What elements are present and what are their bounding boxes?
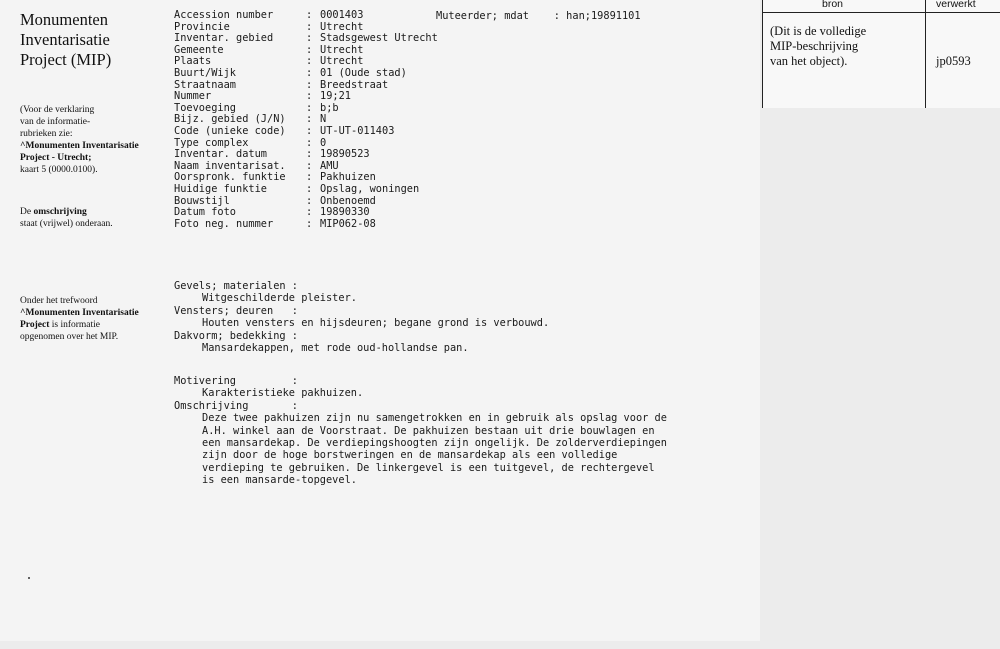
explanation-note xyxy=(20,104,170,176)
field-value: Pakhuizen xyxy=(320,171,376,184)
field-row xyxy=(174,149,754,161)
note-reference: ^Monumenten Inventarisatie xyxy=(20,141,139,151)
note-reference: Project xyxy=(20,320,50,330)
field-row xyxy=(174,91,754,103)
source-table xyxy=(762,0,1000,108)
field-label: Gemeente xyxy=(174,43,224,56)
field-label: Inventar. datum xyxy=(174,148,267,161)
speck xyxy=(28,577,30,579)
field-value: Opslag, woningen xyxy=(320,182,420,195)
field-separator: : xyxy=(306,182,313,195)
field-value: AMU xyxy=(320,159,339,172)
field-separator: : xyxy=(306,159,313,172)
field-value: 0 xyxy=(320,136,327,149)
section-heading: Motivering : xyxy=(174,375,298,387)
note-line: De xyxy=(20,207,34,217)
muteerder-field: Muteerder; mdat : han;19891101 xyxy=(436,10,641,22)
field-value: Onbenoemd xyxy=(320,194,376,207)
field-separator: : xyxy=(306,217,313,230)
field-value: N xyxy=(320,113,327,126)
field-label: Bijz. gebied (J/N) xyxy=(174,113,286,126)
field-separator: : xyxy=(306,66,313,79)
field-row xyxy=(174,80,754,92)
field-separator: : xyxy=(306,90,313,103)
note-line: (Voor de verklaring xyxy=(20,105,95,115)
field-value: Stadsgewest Utrecht xyxy=(320,32,438,45)
description-sections xyxy=(174,375,754,487)
field-value: Utrecht xyxy=(320,55,364,68)
section-heading: Vensters; deuren : xyxy=(174,304,298,317)
field-value: Utrecht xyxy=(320,20,364,33)
field-label: Accession number xyxy=(174,9,274,21)
field-row xyxy=(174,45,754,57)
bron-line: (Dit is de volledige xyxy=(770,24,867,38)
bron-cell xyxy=(770,24,920,69)
field-separator: : xyxy=(306,101,313,114)
field-separator: : xyxy=(306,124,313,137)
header-verwerkt: verwerkt xyxy=(936,0,976,10)
field-separator: : xyxy=(306,171,313,184)
field-value: Breedstraat xyxy=(320,78,389,91)
field-row xyxy=(174,33,754,45)
field-value: 19890330 xyxy=(320,206,370,219)
note-line: staat (vrijwel) onderaan. xyxy=(20,219,113,229)
record-fields xyxy=(174,10,754,230)
field-value: UT-UT-011403 xyxy=(320,124,395,137)
description-location-note xyxy=(20,206,170,230)
field-value: Utrecht xyxy=(320,43,364,56)
field-row xyxy=(174,219,754,231)
materials-sections xyxy=(174,280,754,354)
note-reference: Project - Utrecht; xyxy=(20,153,92,163)
field-label: Nummer xyxy=(174,90,212,103)
field-separator: : xyxy=(306,32,313,45)
field-label: Toevoeging xyxy=(174,101,236,114)
field-value: 01 (Oude stad) xyxy=(320,66,407,79)
mip-title-line: Project (MIP) xyxy=(20,50,112,69)
note-line: rubrieken zie: xyxy=(20,129,73,139)
section-body: Karakteristieke pakhuizen. xyxy=(202,387,364,400)
field-row xyxy=(174,184,754,196)
mip-title-line: Monumenten xyxy=(20,10,108,29)
section-body: Houten vensters en hijsdeuren; begane grond is verbouwd. xyxy=(202,317,550,330)
field-row xyxy=(174,126,754,138)
field-label: Oorspronk. funktie xyxy=(174,171,286,184)
field-separator: : xyxy=(306,9,313,21)
bron-line: MIP-beschrijving xyxy=(770,39,859,53)
note-reference: ^Monumenten Inventarisatie xyxy=(20,308,139,318)
bron-line: van het object). xyxy=(770,54,848,68)
field-label: Provincie xyxy=(174,20,230,33)
table-divider xyxy=(925,0,926,108)
table-divider xyxy=(762,0,763,108)
field-label: Straatnaam xyxy=(174,78,236,91)
field-row xyxy=(174,207,754,219)
field-label: Huidige funktie xyxy=(174,182,267,195)
keyword-note xyxy=(20,295,170,343)
section-heading: Omschrijving : xyxy=(174,399,298,412)
field-row xyxy=(174,68,754,80)
field-separator: : xyxy=(306,55,313,68)
field-value: 19890523 xyxy=(320,148,370,161)
table-divider xyxy=(762,12,1000,13)
section-heading: Gevels; materialen : xyxy=(174,280,298,292)
note-line: kaart 5 (0000.0100). xyxy=(20,165,98,175)
note-line: Onder het trefwoord xyxy=(20,296,98,306)
field-label: Type complex xyxy=(174,136,249,149)
header-bron: bron xyxy=(822,0,844,10)
field-value: b;b xyxy=(320,101,339,114)
verwerkt-cell: jp0593 xyxy=(936,54,971,68)
note-line: is informatie xyxy=(49,320,101,330)
mip-title-line: Inventarisatie xyxy=(20,30,110,49)
note-line: van de informatie- xyxy=(20,117,91,127)
field-label: Plaats xyxy=(174,55,212,68)
section-body: Deze twee pakhuizen zijn nu samengetrokken en in gebruik als opslag voor de A.H. winkel aan de Voorstraat. De pakhuizen bestaan uit drie bouwlagen en een mansardekap. De verdiepingshoogten zijn ongelijk. De zolderverdiepingen zijn door de hoge borstweringen en de mansardekap als een volledige verdieping te gebruiken. De linkergevel is een tuitgevel, de rechtergevel is een mansarde-topgevel. xyxy=(202,412,667,487)
field-label: Code (unieke code) xyxy=(174,124,286,137)
field-separator: : xyxy=(306,20,313,33)
note-keyword: omschrijving xyxy=(33,207,87,217)
field-value: 19;21 xyxy=(320,90,351,103)
field-label: Datum foto xyxy=(174,206,236,219)
field-row xyxy=(174,56,754,68)
field-separator: : xyxy=(306,136,313,149)
field-separator: : xyxy=(306,113,313,126)
field-label: Inventar. gebied xyxy=(174,32,274,45)
field-value: MIP062-08 xyxy=(320,217,376,230)
field-label: Buurt/Wijk xyxy=(174,66,236,79)
field-separator: : xyxy=(306,78,313,91)
field-separator: : xyxy=(306,206,313,219)
field-separator: : xyxy=(306,148,313,161)
note-line: opgenomen over het MIP. xyxy=(20,332,119,342)
field-row xyxy=(174,196,754,208)
section-body: Witgeschilderde pleister. xyxy=(202,292,357,305)
mip-title xyxy=(20,10,160,70)
field-label: Foto neg. nummer xyxy=(174,217,274,230)
section-body: Mansardekappen, met rode oud-hollandse pan. xyxy=(202,342,469,355)
field-label: Naam inventarisat. xyxy=(174,159,286,172)
field-label: Bouwstijl xyxy=(174,194,230,207)
field-value: 0001403 xyxy=(320,9,364,21)
field-separator: : xyxy=(306,194,313,207)
field-separator: : xyxy=(306,43,313,56)
sidebar xyxy=(20,10,160,342)
section-heading: Dakvorm; bedekking : xyxy=(174,329,298,342)
